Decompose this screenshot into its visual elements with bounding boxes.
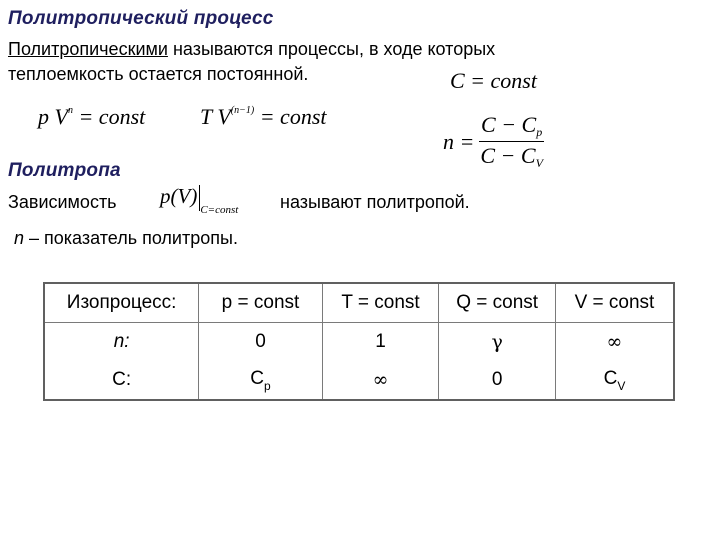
formula-pvn <box>38 104 145 130</box>
formula-tv <box>200 104 327 130</box>
section-heading-polytrope: Политропа <box>8 160 121 181</box>
formula-tv-exponent: (n−1) <box>230 105 255 116</box>
dependency-prefix: Зависимость <box>8 192 117 212</box>
table-header-cell: Изопроцесс: <box>44 283 199 323</box>
formula-pvn-left: p V <box>38 104 68 129</box>
formula-tv-right: = const <box>254 104 327 129</box>
formula-pvn-right: = const <box>72 104 146 129</box>
definition-term: Политропическими <box>8 39 168 59</box>
table-header-row <box>44 283 674 323</box>
formula-n-fraction <box>478 112 545 171</box>
definition-text: называются процессы, в ходе которых <box>167 39 496 59</box>
table-header-cell: Q = const <box>439 283 556 323</box>
table-row-n <box>44 323 674 362</box>
formula-c-const: C = const <box>450 68 537 93</box>
definition-line-2: теплоемкость остается постоянной. <box>8 64 309 84</box>
table-cell: γ <box>439 323 556 362</box>
formula-n-numerator: $C - C_p$ <box>479 112 544 142</box>
formula-tv-left: T V <box>200 104 231 129</box>
formula-pvn-exponent: n <box>67 105 73 116</box>
formula-n-left: n = <box>443 128 475 154</box>
table-cell: 0 <box>199 323 323 362</box>
formula-p-of-v: $p(V)_{C=const}$ <box>160 184 239 216</box>
definition-line-1 <box>8 37 495 61</box>
n-note-symbol: n <box>14 228 25 248</box>
table-row-c <box>44 361 674 400</box>
table-header-cell: p = const <box>199 283 323 323</box>
formula-n <box>443 112 545 171</box>
table-header-cell: T = const <box>322 283 439 323</box>
table-cell-label: C: <box>44 361 199 400</box>
n-note-text: – показатель политропы. <box>24 228 238 248</box>
table-cell: $C_p$ <box>199 361 323 400</box>
dependency-suffix: называют политропой. <box>280 192 470 212</box>
formula-n-denominator: $C - C_V$ <box>480 143 543 170</box>
isoprocess-table <box>43 282 675 401</box>
table-cell-label: n: <box>44 323 199 362</box>
table-cell: ∞ <box>322 361 439 400</box>
table-cell: 1 <box>322 323 439 362</box>
table-cell: 0 <box>439 361 556 400</box>
n-note <box>14 226 238 250</box>
table-header-cell: V = const <box>555 283 674 323</box>
table-cell: ∞ <box>555 323 674 362</box>
table-cell: $C_V$ <box>555 361 674 400</box>
page-title: Политропический процесс <box>8 8 274 29</box>
